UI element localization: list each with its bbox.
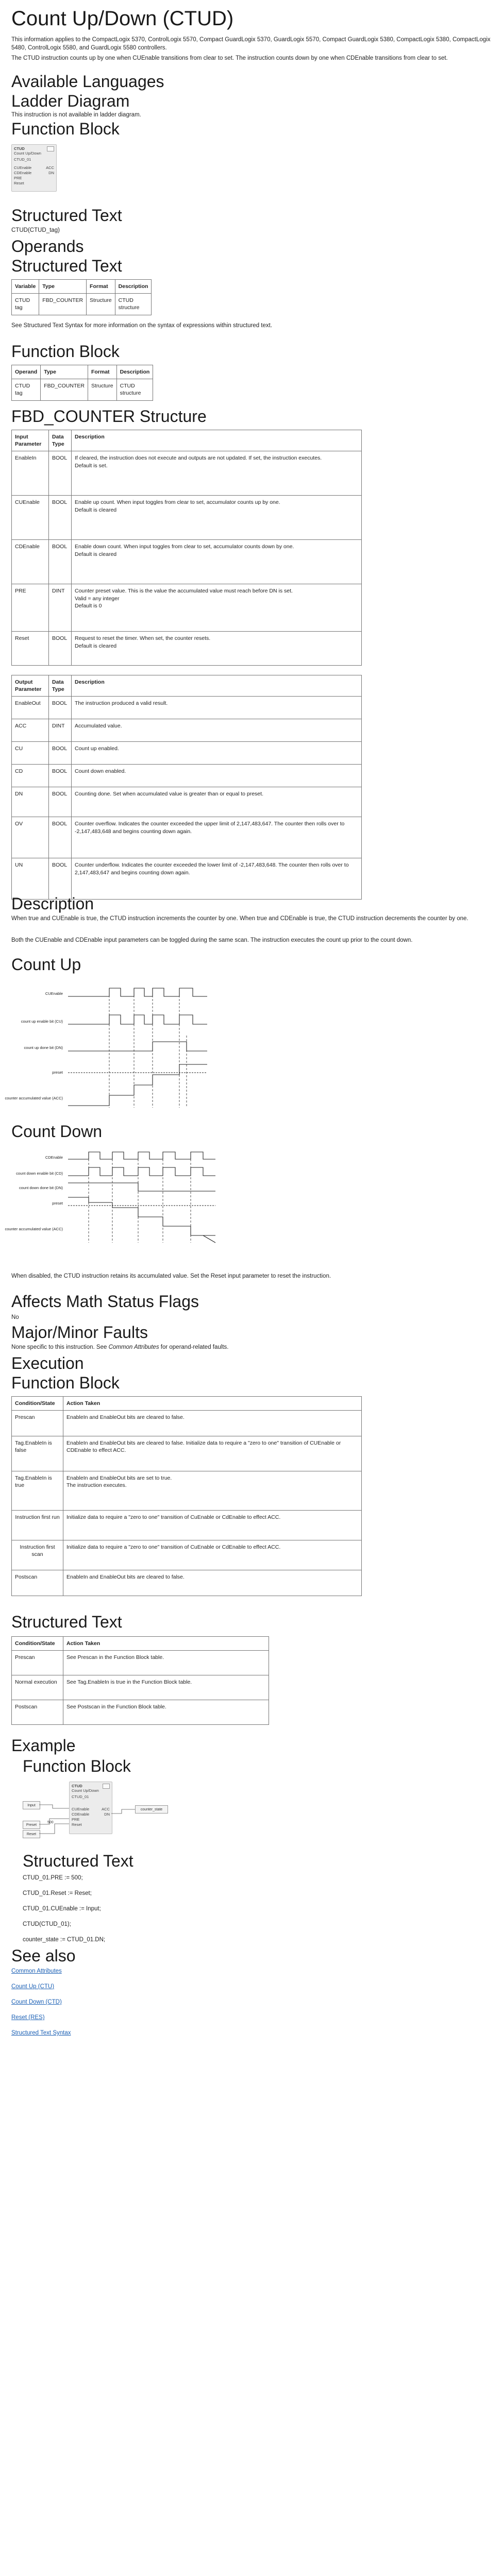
count-down-timing-diagram — [5, 1145, 228, 1253]
example-code-line: counter_state := CTUD_01.DN; — [23, 1937, 106, 1943]
execution-st-heading: Structured Text — [11, 1613, 122, 1631]
table-row — [12, 1436, 362, 1471]
execution-fb-table — [11, 1396, 362, 1596]
cell-variable: CTUD tag — [12, 294, 39, 315]
cell-action: Initialize data to require a "zero to one" transition of CuEnable or CdEnable to effect ACC. — [63, 1511, 362, 1540]
faults-text-a: None specific to this instruction. See — [11, 1344, 109, 1350]
example-output-connector — [111, 1800, 135, 1821]
cell-type: DINT — [49, 719, 72, 742]
cu-dn-trace — [68, 1042, 207, 1051]
cell-type: BOOL — [49, 742, 72, 765]
table-row — [12, 294, 152, 315]
cell-action: EnableIn and EnableOut bits are cleared to false. — [63, 1570, 362, 1596]
table-row — [12, 765, 362, 787]
see-also-res-link[interactable]: Reset (RES) — [11, 2014, 45, 2021]
table-row — [12, 1700, 269, 1725]
cd-acc-tail — [203, 1235, 215, 1243]
example-ctud-block — [69, 1782, 112, 1834]
example-heading: Example — [11, 1736, 76, 1755]
operands-heading: Operands — [11, 237, 84, 256]
table-row — [12, 632, 362, 666]
cell-action: See Postscan in the Function Block table. — [63, 1700, 269, 1725]
cell-condition: Prescan — [12, 1411, 63, 1436]
cell-param: CDEnable — [12, 540, 49, 584]
block-input-cdenable: CDEnable — [14, 171, 32, 175]
cell-description: CTUD structure — [116, 379, 153, 400]
col-condition-state: Condition/State — [12, 1397, 63, 1411]
cell-condition: Instruction first run — [12, 1511, 63, 1540]
cell-desc: Count up enabled. — [72, 742, 362, 765]
table-row — [12, 1675, 269, 1700]
cell-condition: Postscan — [12, 1570, 63, 1596]
cell-type: BOOL — [49, 817, 72, 858]
ladder-diagram-heading: Ladder Diagram — [11, 92, 130, 110]
cd-acc-trace — [68, 1197, 215, 1235]
col-description: Description — [72, 430, 362, 451]
table-row — [12, 451, 362, 496]
cell-action: Initialize data to require a "zero to one" transition of CuEnable or CdEnable to effect ACC. — [63, 1540, 362, 1570]
ctud-function-block — [11, 144, 57, 192]
cell-condition: Tag.EnableIn is true — [12, 1471, 63, 1511]
table-row — [12, 1540, 362, 1570]
example-st-heading: Structured Text — [23, 1852, 133, 1870]
cu-label-dn: count up done bit (DN) — [24, 1045, 63, 1050]
cell-param: EnableIn — [12, 451, 49, 496]
example-block-options-icon — [103, 1784, 110, 1789]
block-output-acc: ACC — [46, 165, 54, 170]
cd-label-dn: count down done bit (DN) — [19, 1185, 63, 1190]
cell-type: BOOL — [49, 765, 72, 787]
example-code-line: CTUD_01.CUEnable := Input; — [23, 1906, 101, 1912]
table-row — [12, 1411, 362, 1436]
cell-desc: Request to reset the timer. When set, the counter resets. Default is cleared — [72, 632, 362, 666]
cell-condition: Postscan — [12, 1700, 63, 1725]
cell-description: CTUD structure — [115, 294, 152, 315]
cell-param: Reset — [12, 632, 49, 666]
faults-text — [11, 1344, 496, 1352]
cell-param: CUEnable — [12, 496, 49, 540]
cell-type: BOOL — [49, 540, 72, 584]
page-title: Count Up/Down (CTUD) — [11, 7, 234, 30]
cd-cd-trace — [68, 1167, 215, 1176]
col-action-taken: Action Taken — [63, 1637, 269, 1651]
table-row — [12, 379, 153, 400]
description-p2: Both the CUEnable and CDEnable input parameters can be toggled during the same scan. The instruction executes the count up prior to the count down. — [11, 937, 413, 943]
cell-param: CU — [12, 742, 49, 765]
cd-label-preset: preset — [52, 1201, 63, 1206]
cell-action: EnableIn and EnableOut bits are set to true. The instruction executes. — [63, 1471, 362, 1511]
col-input-parameter: Input Parameter — [12, 430, 49, 451]
col-action-taken: Action Taken — [63, 1397, 362, 1411]
execution-st-table — [11, 1636, 269, 1725]
input-parameters-table — [11, 430, 362, 666]
cell-condition: Tag.EnableIn is false — [12, 1436, 63, 1471]
block-input-pre: PRE — [14, 176, 22, 180]
example-connectors — [39, 1800, 69, 1841]
table-header-row — [12, 430, 362, 451]
col-condition-state: Condition/State — [12, 1637, 63, 1651]
col-description: Description — [116, 365, 153, 379]
col-variable: Variable — [12, 280, 39, 294]
execution-fb-heading: Function Block — [11, 1374, 120, 1392]
description-heading: Description — [11, 894, 94, 913]
cell-action: See Tag.EnableIn is true in the Function Block table. — [63, 1675, 269, 1700]
cell-param: ACC — [12, 719, 49, 742]
cell-type: BOOL — [49, 697, 72, 719]
col-data-type: Data Type — [49, 675, 72, 697]
cell-operand: CTUD tag — [12, 379, 41, 400]
table-row — [12, 540, 362, 584]
cell-desc: Enable down count. When input toggles from clear to set, accumulator counts down by one. Default is cleared — [72, 540, 362, 584]
table-row — [12, 1511, 362, 1540]
table-header-row — [12, 1397, 362, 1411]
output-parameters-table — [11, 675, 362, 900]
cell-type: BOOL — [49, 632, 72, 666]
count-down-heading: Count Down — [11, 1122, 103, 1141]
cd-cdenable-trace — [68, 1152, 215, 1159]
cell-desc: The instruction produced a valid result. — [72, 697, 362, 719]
example-block-name: CTUD — [72, 1784, 82, 1788]
cell-format: Structure — [87, 294, 115, 315]
col-data-type: Data Type — [49, 430, 72, 451]
cell-param: DN — [12, 787, 49, 817]
faults-text-emphasis: Common Attributes — [108, 1344, 159, 1350]
see-also-heading: See also — [11, 1946, 76, 1965]
math-flags-heading: Affects Math Status Flags — [11, 1292, 199, 1311]
block-name: CTUD — [14, 146, 25, 151]
example-fb-diagram — [23, 1780, 167, 1841]
cell-desc: Enable up count. When input toggles from clear to set, accumulator counts up by one. Default is cleared — [72, 496, 362, 540]
cu-cuenable-trace — [68, 988, 207, 996]
col-output-parameter: Output Parameter — [12, 675, 49, 697]
see-also-st-syntax-link[interactable]: Structured Text Syntax — [11, 2030, 71, 2036]
block-tag: CTUD_01 — [14, 157, 31, 162]
example-fb-heading: Function Block — [23, 1757, 131, 1775]
structured-text-heading: Structured Text — [11, 206, 122, 225]
operands-st-heading: Structured Text — [11, 257, 122, 275]
cell-format: Structure — [88, 379, 116, 400]
col-description: Description — [72, 675, 362, 697]
cu-label-cu: count up enable bit (CU) — [21, 1019, 63, 1024]
example-block-output-acc: ACC — [102, 1807, 110, 1811]
cell-type: FBD_COUNTER — [41, 379, 88, 400]
cell-type: BOOL — [49, 496, 72, 540]
table-header-row — [12, 365, 153, 379]
available-languages-heading: Available Languages — [11, 72, 164, 91]
cell-desc: Counter overflow. Indicates the counter exceeded the upper limit of 2,147,483,647. The counter then rolls over to -2,147,483,648 and begins counting down again. — [72, 817, 362, 858]
cd-dn-trace — [68, 1183, 215, 1191]
cd-label-acc: counter accumulated value (ACC) — [5, 1227, 63, 1231]
table-header-row — [12, 1637, 269, 1651]
intro-description: The CTUD instruction counts up by one when CUEnable transitions from clear to set. The instruction counts down by one when CDEnable transitions from clear to set. — [11, 55, 448, 61]
table-row — [12, 584, 362, 632]
cell-desc: Count down enabled. — [72, 765, 362, 787]
example-code-line: CTUD_01.Reset := Reset; — [23, 1890, 92, 1896]
cell-param: PRE — [12, 584, 49, 632]
cell-desc: Counter underflow. Indicates the counter exceeded the lower limit of -2,147,483,648. The counter then rolls over to 2,147,483,647 and begins counting down again. — [72, 858, 362, 900]
cell-condition: Normal execution — [12, 1675, 63, 1700]
cell-type: BOOL — [49, 787, 72, 817]
cell-type: BOOL — [49, 858, 72, 900]
example-input-tag: Input — [23, 1801, 40, 1809]
cell-condition: Prescan — [12, 1651, 63, 1675]
cell-condition: Instruction first scan — [12, 1540, 63, 1570]
cell-type: BOOL — [49, 451, 72, 496]
cell-action: EnableIn and EnableOut bits are cleared to false. Initialize data to require a "zero to one" transition of CUEnable or CDEnable to effect ACC. — [63, 1436, 362, 1471]
example-reset-tag: Reset — [23, 1830, 40, 1838]
ladder-note: This instruction is not available in ladder diagram. — [11, 112, 141, 118]
see-also-ctd-link[interactable]: Count Down (CTD) — [11, 1999, 62, 2005]
structured-text-call: CTUD(CTUD_tag) — [11, 227, 60, 233]
example-preset-tag: Preset — [23, 1821, 40, 1829]
faults-heading: Major/Minor Faults — [11, 1323, 148, 1342]
see-also-common-attributes-link[interactable]: Common Attributes — [11, 1968, 62, 1974]
operands-fb-heading: Function Block — [11, 342, 120, 361]
cd-label-cdenable: CDEnable — [45, 1155, 63, 1160]
col-type: Type — [39, 280, 87, 294]
cell-desc: Accumulated value. — [72, 719, 362, 742]
col-format: Format — [87, 280, 115, 294]
block-input-reset: Reset — [14, 181, 24, 185]
fbd-counter-heading: FBD_COUNTER Structure — [11, 407, 207, 426]
example-block-subtitle: Count Up/Down — [72, 1788, 99, 1793]
execution-heading: Execution — [11, 1354, 84, 1372]
example-output-tag: counter_state — [135, 1805, 168, 1814]
cd-label-cd: count down enable bit (CD) — [16, 1171, 63, 1176]
cell-param: EnableOut — [12, 697, 49, 719]
cell-param: CD — [12, 765, 49, 787]
col-operand: Operand — [12, 365, 41, 379]
example-block-input-cuenable: CUEnable — [72, 1807, 90, 1811]
count-up-timing-diagram — [5, 979, 228, 1113]
table-header-row — [12, 280, 152, 294]
cu-label-preset: preset — [52, 1070, 63, 1075]
col-description: Description — [115, 280, 152, 294]
cu-label-cuenable: CUEnable — [45, 991, 63, 996]
table-row — [12, 817, 362, 858]
block-subtitle: Count Up/Down — [14, 151, 41, 156]
table-row — [12, 1471, 362, 1511]
cell-desc: Counter preset value. This is the value the accumulated value must reach before DN is set. Valid = any integer Default is 0 — [72, 584, 362, 632]
cell-type: FBD_COUNTER — [39, 294, 87, 315]
example-block-output-dn: DN — [104, 1812, 110, 1817]
disabled-note: When disabled, the CTUD instruction retains its accumulated value. Set the Reset input parameter to reset the instruction. — [11, 1273, 331, 1279]
table-row — [12, 1570, 362, 1596]
operands-st-table — [11, 279, 152, 315]
function-block-heading: Function Block — [11, 120, 120, 138]
example-block-input-pre: PRE — [72, 1817, 80, 1822]
cell-desc: Counting done. Set when accumulated value is greater than or equal to preset. — [72, 787, 362, 817]
example-code-line: CTUD_01.PRE := 500; — [23, 1875, 83, 1881]
example-code-line: CTUD(CTUD_01); — [23, 1921, 71, 1927]
table-row — [12, 719, 362, 742]
example-block-input-cdenable: CDEnable — [72, 1812, 90, 1817]
table-row — [12, 697, 362, 719]
st-syntax-note: See Structured Text Syntax for more information on the syntax of expressions within structured text. — [11, 323, 273, 329]
cell-param: OV — [12, 817, 49, 858]
operands-fb-table — [11, 365, 153, 401]
block-output-dn: DN — [48, 171, 54, 175]
example-block-input-reset: Reset — [72, 1822, 82, 1827]
example-block-tag: CTUD_01 — [72, 1794, 89, 1799]
table-row — [12, 787, 362, 817]
col-format: Format — [88, 365, 116, 379]
faults-text-b: for operand-related faults. — [159, 1344, 229, 1350]
description-p1: When true and CUEnable is true, the CTUD instruction increments the counter by one. When true and CDEnable is true, the CTUD instruction decrements the counter by one. — [11, 916, 468, 922]
cell-action: See Prescan in the Function Block table. — [63, 1651, 269, 1675]
see-also-ctu-link[interactable]: Count Up (CTU) — [11, 1984, 55, 1990]
block-input-cuenable: CUEnable — [14, 165, 32, 170]
cu-label-acc: counter accumulated value (ACC) — [5, 1096, 63, 1100]
applies-to-text: This information applies to the CompactLogix 5370, ControlLogix 5570, Compact GuardLogix 5370, GuardLogix 5570, Compact GuardLogix 5380, CompactLogix 5380, CompactLogix 5480, ControlLogix 5580, and GuardLogix 5580 controllers. — [11, 37, 491, 51]
table-row — [12, 858, 362, 900]
block-options-icon — [47, 146, 54, 151]
col-type: Type — [41, 365, 88, 379]
cell-action: EnableIn and EnableOut bits are cleared to false. — [63, 1411, 362, 1436]
cell-type: DINT — [49, 584, 72, 632]
table-row — [12, 742, 362, 765]
table-row — [12, 1651, 269, 1675]
cu-cu-trace — [68, 1015, 207, 1024]
example-preset-value: 500 — [47, 1821, 54, 1824]
math-flags-value: No — [11, 1314, 19, 1320]
count-up-heading: Count Up — [11, 955, 81, 974]
table-header-row — [12, 675, 362, 697]
cu-acc-trace — [68, 1064, 207, 1106]
cell-desc: If cleared, the instruction does not execute and outputs are not updated. If set, the instruction executes. Default is set. — [72, 451, 362, 496]
cell-param: UN — [12, 858, 49, 900]
table-row — [12, 496, 362, 540]
